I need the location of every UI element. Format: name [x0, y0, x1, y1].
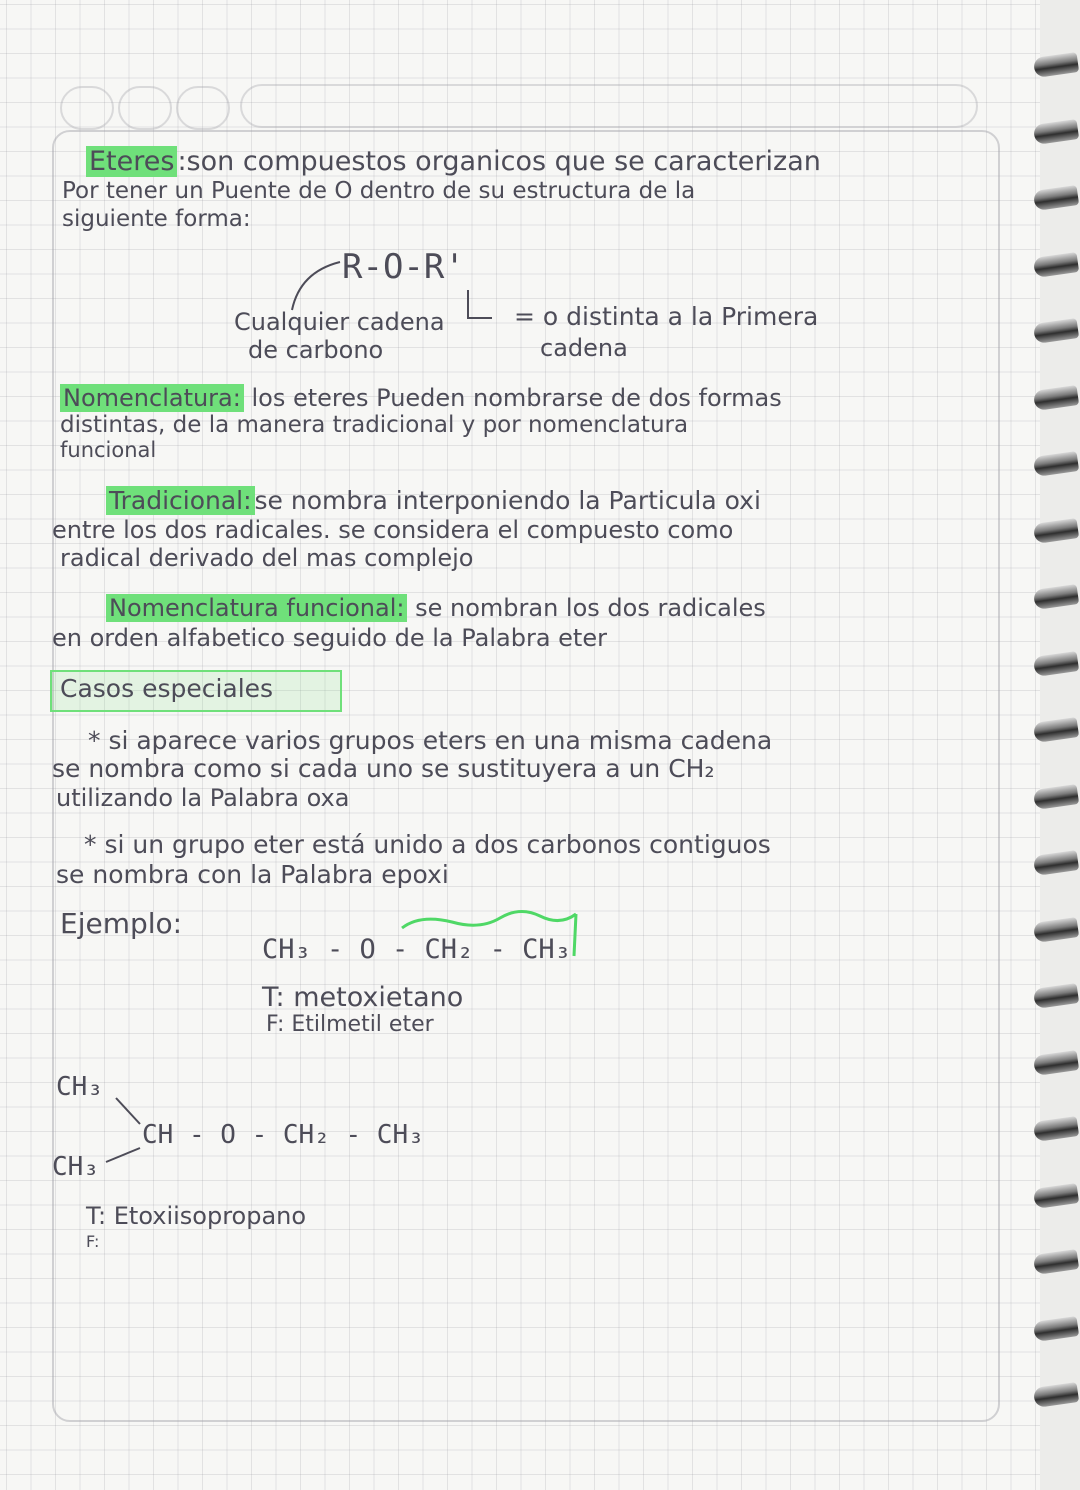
spiral-ring — [1033, 318, 1079, 344]
case-2-line-2: se nombra con la Palabra epoxi — [56, 860, 449, 889]
title-highlight: Eteres — [86, 146, 177, 177]
spiral-ring — [1033, 983, 1079, 1009]
intro-line-1: Eteres :son compuestos organicos que se caracterizan — [86, 148, 821, 175]
spiral-ring — [1033, 784, 1079, 810]
spiral-ring — [1033, 651, 1079, 677]
spiral-ring — [1033, 1116, 1079, 1142]
example-2-traditional: T: Etoxiisopropano — [86, 1202, 307, 1230]
tradicional-highlight: Tradicional: — [106, 486, 255, 515]
spiral-ring — [1033, 252, 1079, 278]
spiral-ring — [1033, 1249, 1079, 1275]
example-2-formula: CH - O - CH₂ - CH₃ — [142, 1120, 424, 1150]
funcional-line-2: en orden alfabetico seguido de la Palabra eter — [52, 624, 607, 652]
example-1-functional: F: Etilmetil eter — [266, 1012, 434, 1037]
note-left-line-1: Cualquier cadena — [234, 308, 445, 336]
funcional-line-1: Nomenclatura funcional: se nombran los dos radicales — [106, 596, 766, 620]
spiral-ring — [1033, 1183, 1079, 1209]
nomenclatura-line-2: distintas, de la manera tradicional y por nomenclatura — [60, 412, 689, 438]
spiral-ring — [1033, 917, 1079, 943]
case-1-line-2: se nombra como si cada uno se sustituyera a un CH₂ — [52, 754, 715, 783]
note-left-line-2: de carbono — [248, 336, 384, 364]
spiral-ring — [1033, 385, 1079, 411]
spiral-ring — [1033, 850, 1079, 876]
funcional-highlight: Nomenclatura funcional: — [106, 594, 407, 622]
spiral-ring — [1033, 1316, 1079, 1342]
case-1-line-1: * si aparece varios grupos eters en una misma cadena — [88, 726, 773, 755]
spiral-ring — [1033, 584, 1079, 610]
general-formula: R-O-R' — [342, 247, 465, 287]
tradicional-line-3: radical derivado del mas complejo — [60, 544, 474, 572]
note-right-line-1: = o distinta a la Primera — [514, 302, 819, 331]
spiral-ring — [1033, 717, 1079, 743]
example-2-functional: F: — [86, 1232, 100, 1251]
note-right-line-2: cadena — [540, 334, 628, 362]
intro-line-2: Por tener un Puente de O dentro de su estructura de la — [62, 178, 696, 204]
spiral-ring — [1033, 518, 1079, 544]
casos-especiales-heading: Casos especiales — [60, 674, 274, 703]
case-1-line-3: utilizando la Palabra oxa — [56, 784, 350, 812]
example-2-ch3-bottom: CH₃ — [52, 1152, 99, 1182]
ejemplo-label: Ejemplo: — [60, 907, 183, 940]
example-1-traditional: T: metoxietano — [262, 982, 464, 1013]
case-2-line-1: * si un grupo eter está unido a dos carbonos contiguos — [84, 830, 771, 859]
tradicional-line-1: Tradicional: se nombra interponiendo la Particula oxi — [106, 488, 761, 513]
nomenclatura-highlight: Nomenclatura: — [60, 384, 244, 412]
spiral-ring — [1033, 119, 1079, 145]
spiral-ring — [1033, 52, 1079, 78]
intro-line-3: siguiente forma: — [62, 206, 251, 232]
nomenclatura-line-3: funcional — [60, 438, 157, 462]
example-1-formula: CH₃ - O - CH₂ - CH₃ — [262, 934, 571, 965]
nomenclatura-line-1: Nomenclatura: los eteres Pueden nombrarse de dos formas — [60, 386, 782, 410]
example-2-ch3-top: CH₃ — [56, 1072, 103, 1102]
spiral-ring — [1033, 1050, 1079, 1076]
spiral-binding — [1032, 0, 1080, 1490]
spiral-ring — [1033, 1382, 1079, 1408]
tradicional-line-2: entre los dos radicales. se considera el compuesto como — [52, 516, 734, 544]
spiral-ring — [1033, 185, 1079, 211]
spiral-ring — [1033, 451, 1079, 477]
